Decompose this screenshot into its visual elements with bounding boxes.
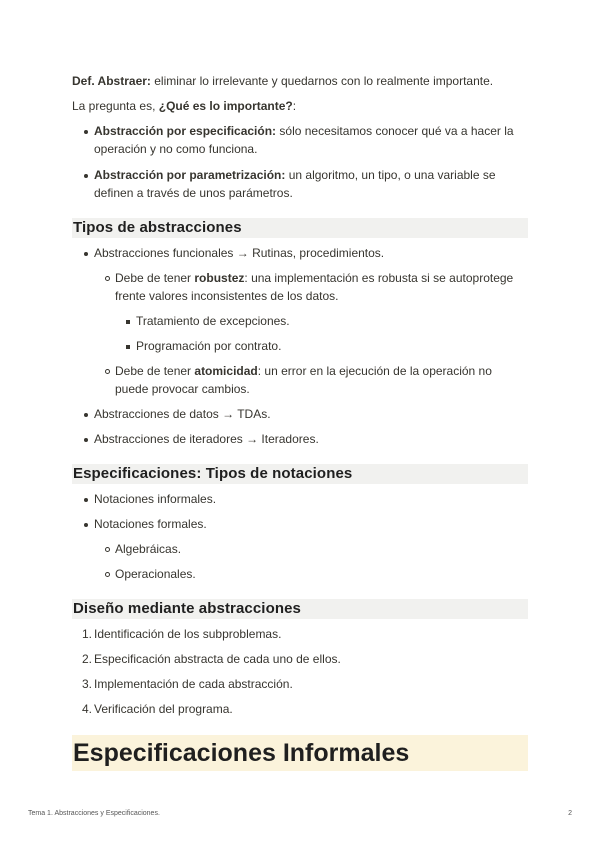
list-item: [115, 269, 528, 355]
item-number: 4.: [81, 702, 92, 716]
item-text: Abstracciones funcionales → Rutinas, procedimientos.: [94, 246, 385, 260]
circle-bullet-icon: [101, 362, 113, 380]
item-text: Verificación del programa.: [94, 702, 233, 716]
list-item: [94, 122, 528, 158]
list-item: [94, 244, 528, 398]
definition-line: [72, 72, 528, 90]
item-text: : una implementación es robusta si se autoprotege: [244, 271, 514, 285]
definition-text: eliminar lo irrelevante y quedarnos con lo realmente importante.: [150, 74, 494, 88]
list-item: [94, 490, 528, 508]
bullet-icon: [80, 405, 92, 423]
sub-sub-list: [115, 312, 528, 355]
item-text: Programación por contrato.: [136, 339, 282, 353]
abstraction-kinds-list: [72, 122, 528, 202]
list-item: [94, 405, 528, 423]
circle-bullet-icon: [101, 565, 113, 583]
tipos-list: [72, 244, 528, 448]
question-line: [72, 97, 528, 115]
definition-label: Def. Abstraer:: [72, 74, 151, 88]
bullet-icon: [80, 430, 92, 448]
bullet-icon: [80, 244, 92, 262]
item-text: Algebráicas.: [115, 542, 182, 556]
item-bold: Abstracción por especificación:: [94, 124, 277, 138]
bullet-icon: [80, 490, 92, 508]
square-bullet-icon: [122, 337, 134, 355]
item-text-cont: operación y no como funciona.: [94, 142, 258, 156]
item-text: Identificación de los subproblemas.: [94, 627, 282, 641]
item-text-cont: definen a través de unos parámetros.: [94, 186, 293, 200]
item-bold: Abstracción por parametrización:: [94, 168, 286, 182]
bullet-icon: [80, 166, 92, 184]
item-text: Abstracciones de datos → TDAs.: [94, 407, 271, 421]
question-suffix: :: [292, 99, 297, 113]
circle-bullet-icon: [101, 540, 113, 558]
section-heading-tipos: Tipos de abstracciones: [72, 218, 528, 238]
sub-list: [94, 540, 528, 583]
list-item: [136, 337, 528, 355]
item-text: Notaciones informales.: [94, 492, 217, 506]
item-text: un algoritmo, un tipo, o una variable se: [285, 168, 496, 182]
item-text: Abstracciones de iteradores → Iteradores.: [94, 432, 319, 446]
list-item: [115, 540, 528, 558]
section-heading-notaciones: Especificaciones: Tipos de notaciones: [72, 464, 528, 484]
diseno-list: [72, 625, 528, 718]
item-text: : un error en la ejecución de la operación no: [257, 364, 492, 378]
main-heading: Especificaciones Informales: [72, 735, 528, 771]
item-number: 3.: [81, 677, 92, 691]
list-item: [94, 430, 528, 448]
item-text: Debe de tener: [115, 271, 195, 285]
item-bold: atomicidad: [194, 364, 258, 378]
question-prefix: La pregunta es,: [72, 99, 159, 113]
bullet-icon: [80, 515, 92, 533]
item-text: Notaciones formales.: [94, 517, 207, 531]
bullet-icon: [80, 122, 92, 140]
list-item: [81, 675, 528, 693]
item-text-cont: frente valores inconsistentes de los datos.: [115, 289, 339, 303]
section-heading-diseno: Diseño mediante abstracciones: [72, 599, 528, 619]
list-item: [94, 166, 528, 202]
item-text: Especificación abstracta de cada uno de ellos.: [94, 652, 341, 666]
list-item: [136, 312, 528, 330]
question-bold: ¿Qué es lo importante?: [158, 99, 293, 113]
item-text: sólo necesitamos conocer qué va a hacer la: [276, 124, 514, 138]
page-content: [72, 72, 528, 771]
item-text-cont: puede provocar cambios.: [115, 382, 250, 396]
list-item: [81, 625, 528, 643]
sub-list: [94, 269, 528, 398]
item-text: Debe de tener: [115, 364, 195, 378]
circle-bullet-icon: [101, 269, 113, 287]
page-number: 2: [568, 810, 572, 817]
notaciones-list: [72, 490, 528, 583]
footer-title: Tema 1. Abstracciones y Especificaciones.: [28, 810, 160, 817]
list-item: [115, 362, 528, 398]
item-text: Tratamiento de excepciones.: [136, 314, 290, 328]
list-item: [81, 700, 528, 718]
item-text: Operacionales.: [115, 567, 196, 581]
item-bold: robustez: [194, 271, 245, 285]
list-item: [81, 650, 528, 668]
list-item: [115, 565, 528, 583]
item-number: 2.: [81, 652, 92, 666]
square-bullet-icon: [122, 312, 134, 330]
item-number: 1.: [81, 627, 92, 641]
list-item: [94, 515, 528, 583]
item-text: Implementación de cada abstracción.: [94, 677, 293, 691]
